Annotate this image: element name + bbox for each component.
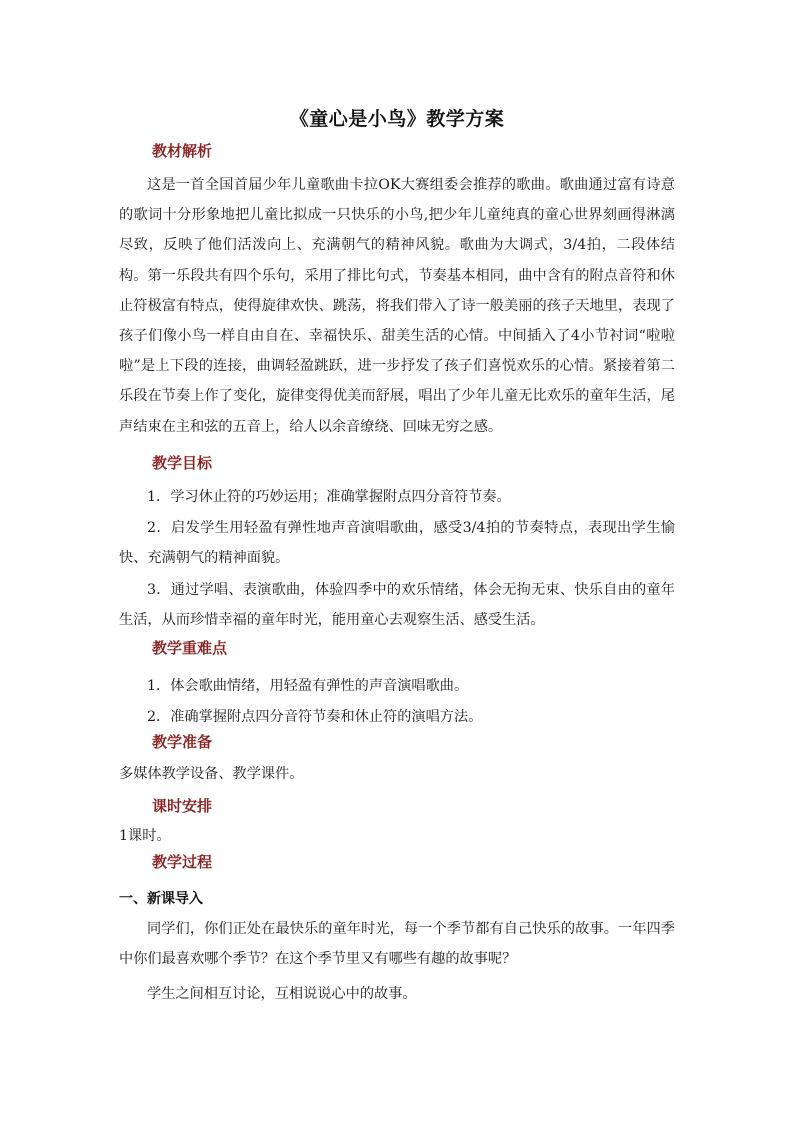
heading-goals: 教学目标 (152, 454, 213, 472)
goal-item-1: 1．学习休止符的巧妙运用；准确掌握附点四分音符节奏。 (147, 489, 511, 505)
page-title: 《童心是小鸟》教学方案 (289, 108, 505, 130)
heading-schedule: 课时安排 (152, 797, 213, 815)
paragraph-discussion: 学生之间相互讨论，互相说说心中的故事。 (147, 986, 417, 1002)
paragraph-analysis: 这是一首全国首届少年儿童歌曲卡拉OK大赛组委会推荐的歌曲。歌曲通过富有诗意的歌词十分形象地把儿童比拟成一只快乐的小鸟,把少年儿童纯真的童心世界刻画得淋漓尽致，反映了他们活泼向上、充满朝气的精神风貌。歌曲为大调式，3/4拍，二段体结构。第一乐段共有四个乐句，采用了排比句式，节奏基本相同，曲中含有的附点音符和休止符极富有特点，使得旋律欢快、跳荡，将我们带入了诗一般美丽的孩子天地里，表现了孩子们像小鸟一样自由自在、幸福快乐、甜美生活的心情。中间插入了4小节衬词“啦啦啦”是上下段的连接，曲调轻盈跳跃，进一步抒发了孩子们喜悦欢乐的心情。紧接着第二乐段在节奏上作了变化，旋律变得优美而舒展，唱出了少年儿童无比欢乐的童年生活，尾声结束在主和弦的五音上，给人以余音缭绕、回味无穷之感。 (119, 177, 675, 435)
step-title-intro: 一、新课导入 (119, 891, 203, 907)
difficulty-item-2: 2．准确掌握附点四分音符节奏和休止符的演唱方法。 (147, 709, 483, 725)
goal-item-2: 2．启发学生用轻盈有弹性地声音演唱歌曲，感受3/4拍的节奏特点，表现出学生愉快、充满朝气的精神面貌。 (119, 520, 675, 567)
heading-analysis: 教材解析 (152, 142, 213, 160)
difficulty-item-1: 1．体会歌曲情绪，用轻盈有弹性的声音演唱歌曲。 (147, 678, 469, 694)
heading-preparation: 教学准备 (152, 733, 213, 751)
heading-process: 教学过程 (152, 853, 213, 871)
paragraph-schedule: 1课时。 (119, 828, 171, 844)
heading-difficulties: 教学重难点 (152, 639, 228, 657)
paragraph-preparation: 多媒体教学设备、教学课件。 (119, 766, 304, 782)
goal-item-3: 3．通过学唱、表演歌曲，体验四季中的欢乐情绪，体会无拘无束、快乐自由的童年生活，从而珍惜幸福的童年时光，能用童心去观察生活、感受生活。 (119, 582, 675, 629)
paragraph-intro: 同学们，你们正处在最快乐的童年时光，每一个季节都有自己快乐的故事。一年四季中你们最喜欢哪个季节？在这个季节里又有哪些有趣的故事呢？ (119, 921, 675, 968)
